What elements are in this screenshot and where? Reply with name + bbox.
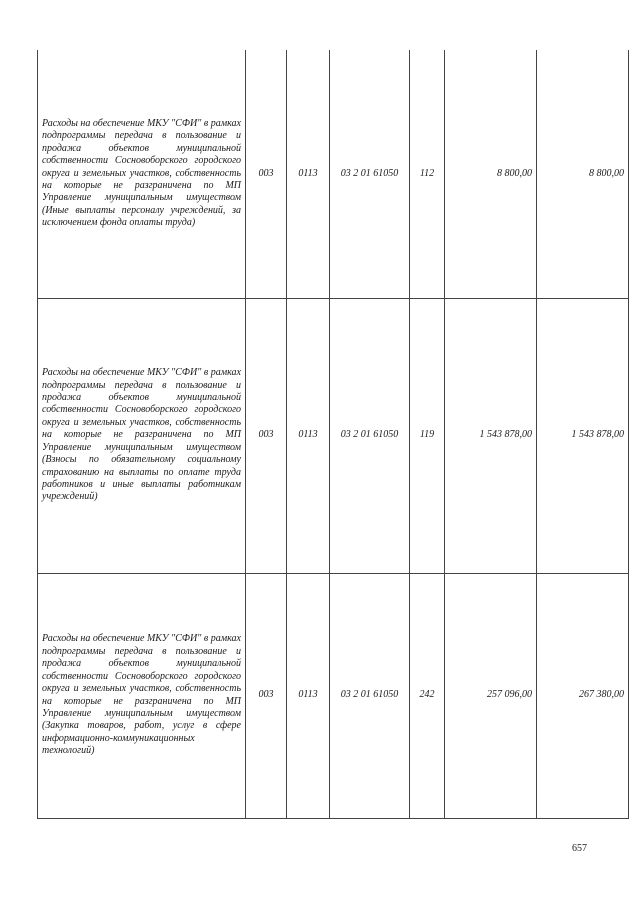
section-code: 0113: [287, 50, 330, 298]
amount-year-1: 1 543 878,00: [445, 298, 537, 573]
section-code: 0113: [287, 298, 330, 573]
amount-year-1: 8 800,00: [445, 50, 537, 298]
row-description: Расходы на обеспечение МКУ "СФИ" в рамках подпрограммы передача в пользование и продажа объектов муниципальной собственности Сосновоборского городского округа и земельных участков, собственность на которые не разграничена по МП Управление муниципальным имуществом (Взносы по обязательному социальному страхованию на выплаты по оплате труда работников и иные выплаты работникам учреждений): [38, 298, 246, 573]
expense-type-code: 112: [410, 50, 445, 298]
amount-year-2: 8 800,00: [537, 50, 629, 298]
admin-code: 003: [246, 50, 287, 298]
admin-code: 003: [246, 573, 287, 818]
target-code: 03 2 01 61050: [330, 573, 410, 818]
table-row: [38, 50, 629, 298]
row-description: Расходы на обеспечение МКУ "СФИ" в рамках подпрограммы передача в пользование и продажа объектов муниципальной собственности Сосновоборского городского округа и земельных участков, собственность на которые не разграничена по МП Управление муниципальным имуществом (Иные выплаты персоналу учреждений, за исключением фонда оплаты труда): [38, 50, 246, 298]
amount-year-2: 1 543 878,00: [537, 298, 629, 573]
expense-type-code: 119: [410, 298, 445, 573]
target-code: 03 2 01 61050: [330, 298, 410, 573]
amount-year-2: 267 380,00: [537, 573, 629, 818]
admin-code: 003: [246, 298, 287, 573]
table-row: [38, 298, 629, 573]
amount-year-1: 257 096,00: [445, 573, 537, 818]
row-description: Расходы на обеспечение МКУ "СФИ" в рамках подпрограммы передача в пользование и продажа объектов муниципальной собственности Сосновоборского городского округа и земельных участков, собственность на которые не разграничена по МП Управление муниципальным имуществом (Закупка товаров, работ, услуг в сфере информационно-коммуникационных технологий): [38, 573, 246, 818]
page-number: 657: [572, 843, 587, 854]
budget-table: [37, 50, 629, 819]
target-code: 03 2 01 61050: [330, 50, 410, 298]
section-code: 0113: [287, 573, 330, 818]
table-row: [38, 573, 629, 818]
expense-type-code: 242: [410, 573, 445, 818]
